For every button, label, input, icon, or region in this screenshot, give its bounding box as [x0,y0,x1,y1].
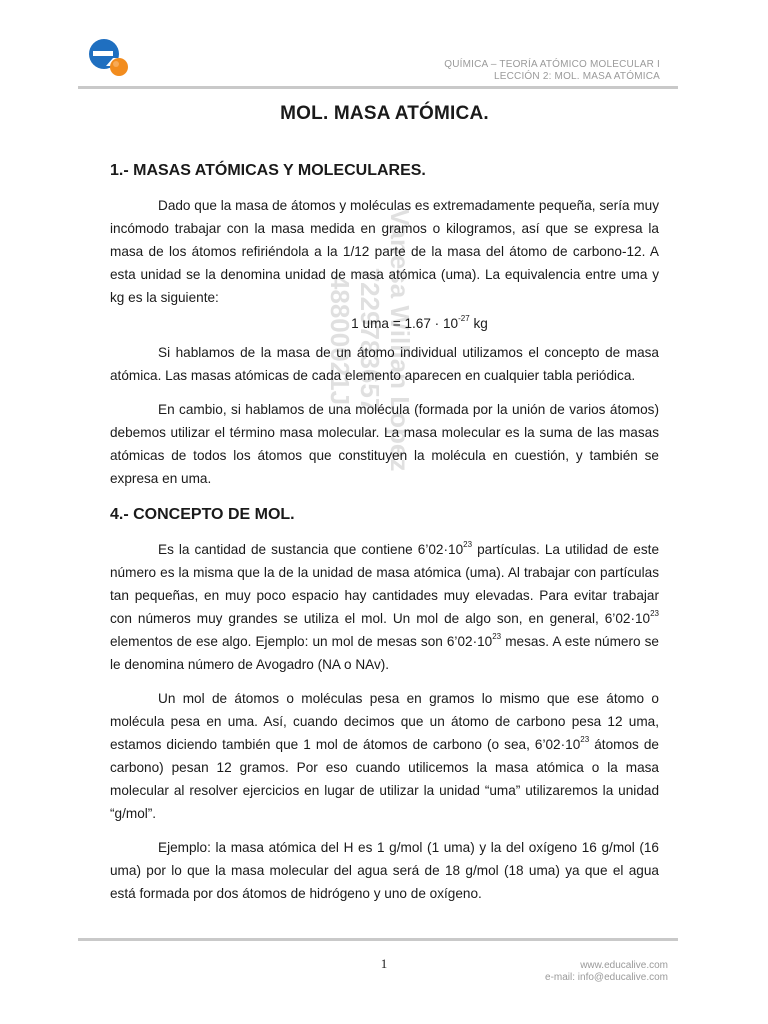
footer-email: e-mail: info@educalive.com [545,972,668,983]
exponent: 23 [492,632,502,642]
formula-exponent: -27 [458,314,470,324]
section-heading-masas: 1.- MASAS ATÓMICAS Y MOLECULARES. [110,162,426,179]
exponent: 23 [463,540,473,550]
header-divider [78,86,678,89]
paragraph-ejemplo-agua: Ejemplo: la masa atómica del H es 1 g/mol (1 uma) y la del oxígeno 16 g/mol (16 uma) por lo que la masa molecular del agua será de 18 g/mol (18 uma) ya que el agua está formada por dos átomos de hidrógeno y uno de oxígeno. [110,840,659,901]
document-body [110,100,659,905]
document-footer [545,960,668,984]
paragraph-masa-atomica: Si hablamos de la masa de un átomo individual utilizamos el concepto de masa atómica. Las masas atómicas de cada elemento aparecen en cualquier tabla periódica. [110,345,659,383]
header-course: QUÍMICA – TEORÍA ATÓMICO MOLECULAR I [444,59,660,70]
exponent: 23 [580,735,590,745]
formula-unit: kg [469,316,488,331]
watermark-code: 7229783657 [355,267,385,413]
uma-formula [110,313,659,335]
footer-website: www.educalive.com [580,960,668,971]
watermark-id: 48800021J [325,274,355,406]
text-run: Es la cantidad de sustancia que contiene 6’02·10 [158,542,464,557]
header-lesson: LECCIÓN 2: MOL. MASA ATÓMICA [493,71,660,82]
text-run: Un mol de átomos o moléculas pesa en gramos lo mismo que ese átomo o molécula pesa en uma. Así, cuando decimos que un átomo de carbono pesa 12 uma, estamos diciendo también que 1 mol de átomos de carbono (o sea, 6’02·10 [110,691,659,752]
document-header [444,59,660,83]
text-run: partículas. La utilidad de este número es la misma que la de la unidad de masa atómica (uma). Al trabajar con partículas tan pequeñas, en muy poco espacio hay cantidades muy elevadas. Para evitar trabajar con números muy grandes se utiliza el mol. Un mol de algo son, en general, 6’02·10 [110,542,660,626]
page-number: 1 [380,956,388,971]
paragraph-mol-gramos [110,687,659,825]
page-title: MOL. MASA ATÓMICA. [280,103,489,124]
paragraph-masa-molecular: En cambio, si hablamos de una molécula (formada por la unión de varios átomos) debemos utilizar el término masa molecular. La masa molecular es la suma de las masas atómicas de todos los átomos que constituyen la molécula en cuestión, y también se expresa en uma. [110,402,659,486]
educalive-logo [86,36,132,82]
section-heading-mol: 4.- CONCEPTO DE MOL. [110,506,295,523]
watermark-name: Vanesa Willian Lopez [385,208,415,472]
text-run: elementos de ese algo. Ejemplo: un mol de mesas son 6’02·10 [110,634,493,649]
text-run: mesas. A este número se le denomina número de Avogadro (NA o NAv). [110,634,659,672]
text-run: átomos de carbono) pesan 12 gramos. Por eso cuando utilicemos la masa atómica o la masa molecular al resolver ejercicios en lugar de utilizar la unidad “uma” utilizaremos la unidad “g/mol”. [110,737,659,821]
footer-divider [78,938,678,941]
paragraph-mol-definition [110,538,659,676]
paragraph-masa-atomica-intro: Dado que la masa de átomos y moléculas es extremadamente pequeña, sería muy incómodo trabajar con la masa medida en gramos o kilogramos, así que se expresa la masa de los átomos refiriéndola a la 1/12 parte de la masa del átomo de carbono-12. A esta unidad se la denomina unidad de masa atómica (uma). La equivalencia entre uma y kg es la siguiente: [110,198,659,305]
formula-lhs: 1 uma = 1.67 · 10 [351,316,459,331]
exponent: 23 [650,609,659,619]
